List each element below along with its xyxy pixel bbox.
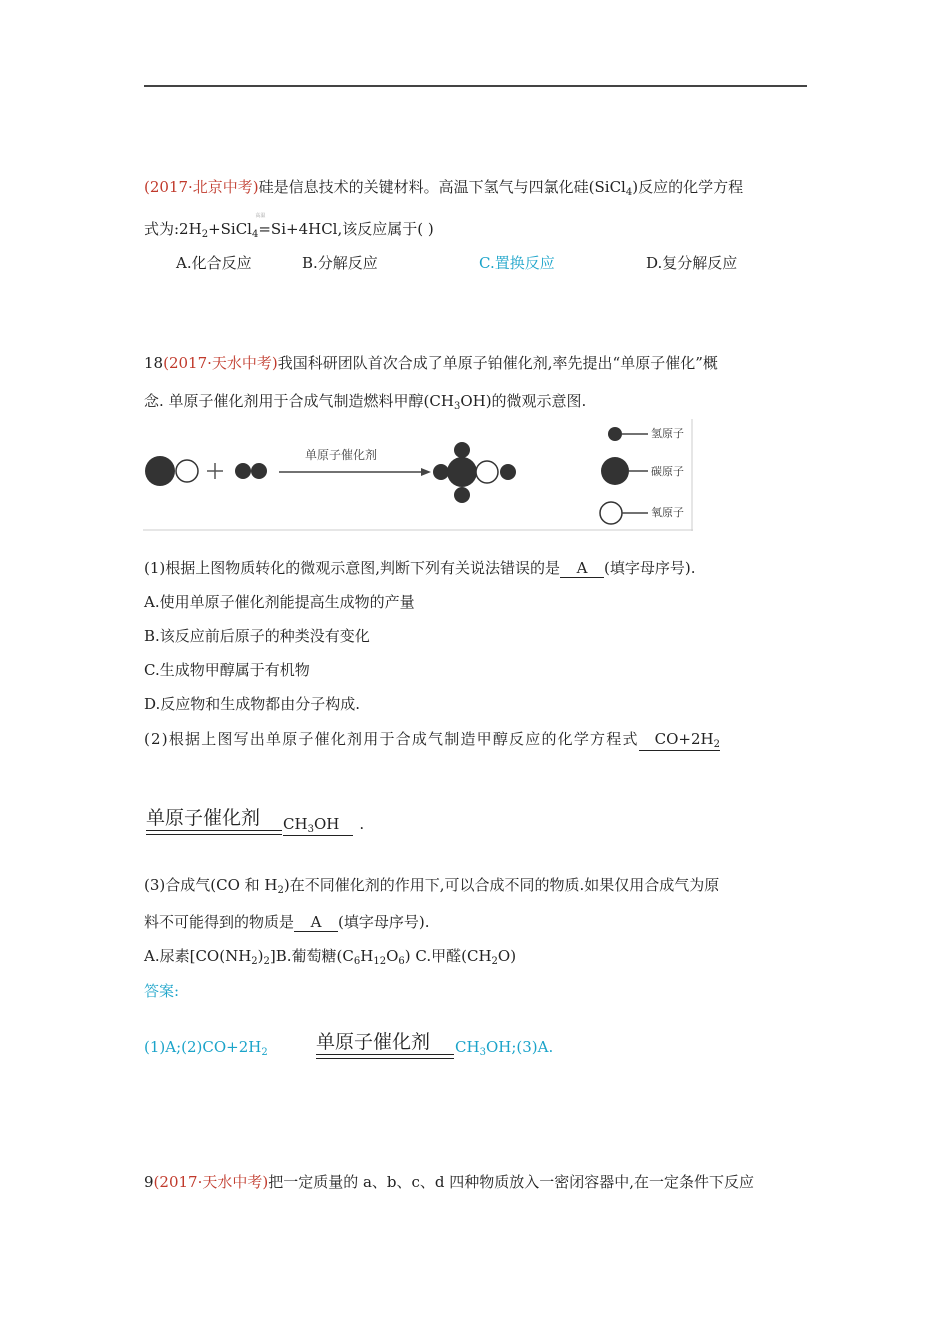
legend-carbon-label: 碳原子: [651, 465, 684, 478]
answer-label: 答案:: [144, 982, 180, 1000]
hydrogen-atom: [500, 464, 516, 480]
micro-diagram: [143, 419, 693, 531]
q18-part1-option-d: D.反应物和生成物都由分子构成.: [144, 695, 361, 713]
hydrogen-atom: [454, 442, 470, 458]
q1-option-c: C.置换反应: [479, 254, 555, 272]
legend-oxygen-label: 氧原子: [651, 506, 684, 519]
q18-part3-options: A.尿素$[CO(NH_2)_2]B$.葡萄糖$(C_6H_{12}O_6)$ C.甲醛$(CH_2O)$: [144, 947, 517, 967]
q18-part3-line2: 料不可能得到的物质是 A (填字母序号).: [144, 913, 430, 931]
hydrogen-atom: [454, 487, 470, 503]
q1-condition: 高温: [255, 213, 266, 219]
q1-option-d: D.复分解反应: [646, 254, 738, 272]
q18-part3-line1: (3)合成气(CO 和 $H_2$)在不同催化剂的作用下,可以合成不同的物质.如果仅用合成气为原: [144, 876, 720, 896]
q18-part1: (1)根据上图物质转化的微观示意图,判断下列有关说法错误的是 A (填字母序号).: [144, 559, 696, 577]
catalyst-condition-1: 单原子催化剂: [146, 803, 282, 837]
q1-source: (2017·北京中考): [144, 178, 259, 196]
oxygen-atom: [476, 461, 498, 483]
catalyst-condition-2: 单原子催化剂: [316, 1027, 454, 1061]
oxygen-atom: [176, 460, 198, 482]
q1-option-a: A.化合反应: [176, 254, 252, 272]
carbon-atom: [447, 457, 477, 487]
q18-part2-answer: $CO+2H_2$: [639, 730, 720, 751]
hydrogen-atom: [235, 463, 251, 479]
q9-source: (2017·天水中考): [153, 1173, 269, 1191]
legend-hydrogen-label: 氢原子: [651, 427, 684, 440]
hydrogen-atom: [251, 463, 267, 479]
hydrogen-atom: [433, 464, 449, 480]
q18-part2-product: $CH_3OH$ .: [283, 815, 365, 835]
answer-text-a: $(1)A;(2)CO+2H_2$: [144, 1038, 268, 1058]
arrow-label: 单原子催化剂: [305, 448, 378, 462]
legend-hydrogen-icon: [608, 427, 622, 441]
q18-part1-option-a: A.使用单原子催化剂能提高生成物的产量: [144, 593, 415, 611]
legend-oxygen-icon: [600, 502, 622, 524]
q18-line1: 18(2017·天水中考)我国科研团队首次合成了单原子铂催化剂,率先提出“单原子催化”概: [144, 354, 718, 372]
q1-option-b: B.分解反应: [302, 254, 378, 272]
header-rule: [144, 85, 807, 87]
q9-line1: 9(2017·天水中考)把一定质量的 a、b、c、d 四种物质放入一密闭容器中,在一定条件下反应: [144, 1173, 755, 1191]
q1-equation: 式为$:2H_2+SiCl_4$ 高温 =Si+4HCl,该反应属于( ): [144, 213, 434, 240]
carbon-atom: [145, 456, 175, 486]
q18-part1-answer: A: [560, 559, 604, 578]
q1-line1: (2017·北京中考)硅是信息技术的关键材料。高温下氢气与四氯化硅(SiCl$_4$)反应的化学方程: [144, 178, 744, 198]
legend-carbon-icon: [601, 457, 629, 485]
answer-text-b: $CH_3OH;(3)A$.: [455, 1038, 554, 1058]
q18-source: (2017·天水中考): [163, 354, 278, 372]
q18-line2: 念. 单原子催化剂用于合成气制造燃料甲醇$(CH_3OH)$的微观示意图.: [144, 392, 587, 412]
q18-part2: (2)根据上图写出单原子催化剂用于合成气制造甲醇反应的化学方程式 $CO+2H_2$: [144, 730, 720, 750]
q18-part3-answer: A: [294, 913, 338, 932]
q18-part1-option-c: C.生成物甲醇属于有机物: [144, 661, 310, 679]
q18-part1-option-b: B.该反应前后原子的种类没有变化: [144, 627, 370, 645]
